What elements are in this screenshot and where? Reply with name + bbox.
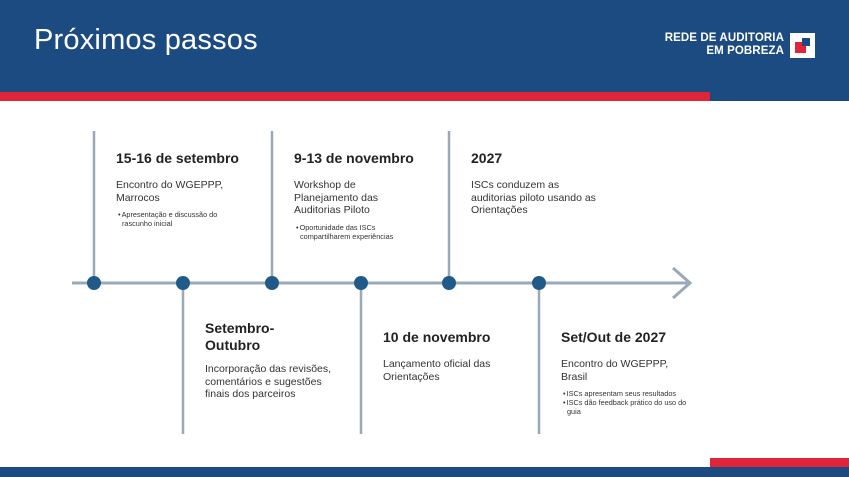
milestone-title: 2027 xyxy=(471,150,503,166)
bottom-blue-stripe xyxy=(0,467,849,477)
milestone-title: Set/Out de 2027 xyxy=(561,329,667,345)
milestone-title: Setembro-Outubro xyxy=(205,320,275,353)
timeline-dot-6 xyxy=(532,276,546,290)
milestone-above-2 xyxy=(294,150,444,241)
milestone-below-3 xyxy=(561,329,711,416)
timeline-dot-4 xyxy=(354,276,368,290)
milestone-desc: Lançamento oficial das Orientações xyxy=(383,358,491,383)
milestone-bullet: • ISCs dão feedback prático do uso do guia xyxy=(561,398,701,416)
timeline-dot-5 xyxy=(442,276,456,290)
timeline-dot-3 xyxy=(265,276,279,290)
milestone-bullets xyxy=(116,210,246,228)
milestone-title: 10 de novembro xyxy=(383,329,491,345)
milestone-bullet: • Apresentação e discussão do rascunho inicial xyxy=(116,210,246,228)
milestone-desc: Incorporação das revisões, comentários e sugestões finais dos parceiros xyxy=(205,363,332,400)
timeline-dot-2 xyxy=(176,276,190,290)
milestone-desc: Workshop de Planejamento das Auditorias Piloto xyxy=(294,179,379,216)
milestone-title: 9-13 de novembro xyxy=(294,150,414,166)
milestone-bullets xyxy=(561,389,701,416)
timeline-dot-1 xyxy=(87,276,101,290)
logo-line-1: REDE DE AUDITORIA xyxy=(664,32,784,44)
milestone-below-1 xyxy=(205,320,355,401)
logo-line-2: EM POBREZA xyxy=(706,45,784,57)
milestone-above-3 xyxy=(471,150,621,217)
milestone-bullet: • Oportunidade das ISCs compartilharem experiências xyxy=(294,223,424,241)
page-title: Próximos passos xyxy=(34,24,258,56)
milestone-desc: Encontro do WGEPPP, Marrocos xyxy=(116,179,224,204)
milestone-desc: ISCs conduzem as auditorias piloto usando as Orientações xyxy=(471,179,596,216)
milestone-bullet: • ISCs apresentam seus resultados xyxy=(561,389,701,398)
milestone-title: 15-16 de setembro xyxy=(116,150,239,166)
milestone-bullets xyxy=(294,223,424,241)
milestone-above-1 xyxy=(116,150,266,228)
bottom-red-stripe xyxy=(710,458,849,467)
milestone-desc: Encontro do WGEPPP, Brasil xyxy=(561,358,669,383)
milestone-below-2 xyxy=(383,329,533,383)
